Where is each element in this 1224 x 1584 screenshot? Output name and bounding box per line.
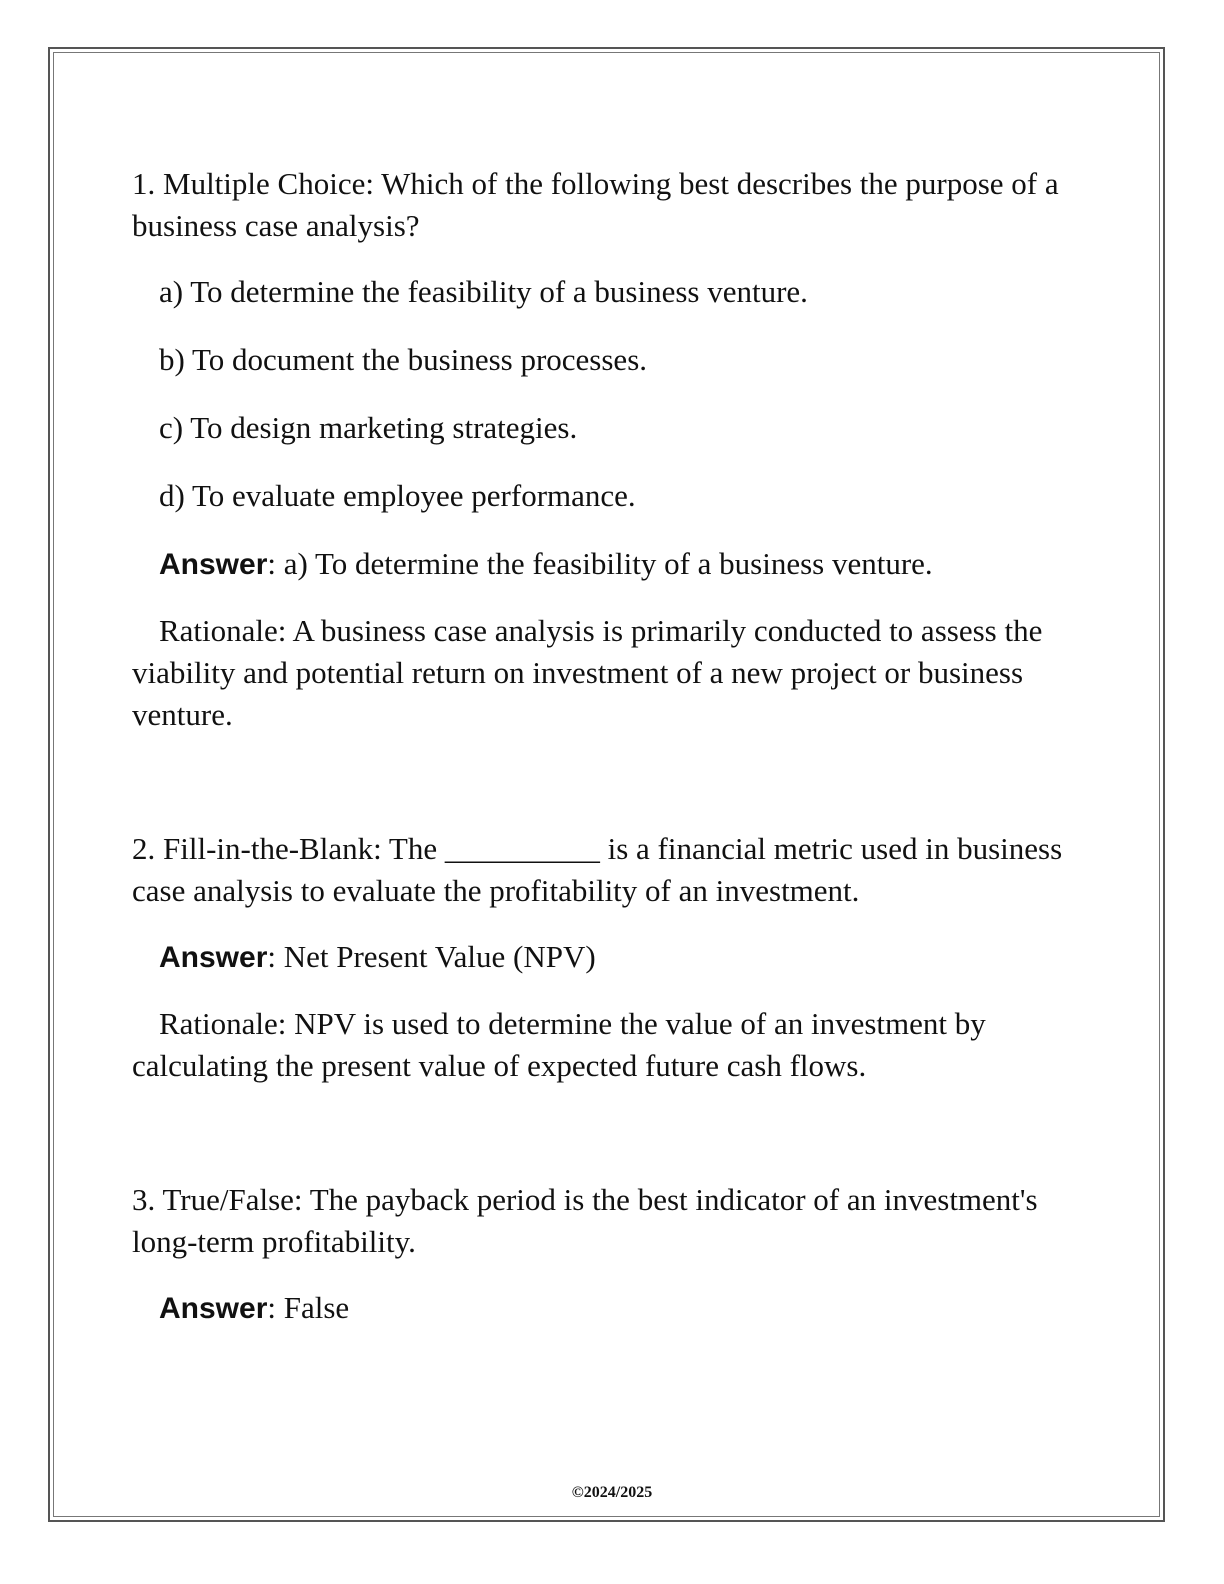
question-2 <box>132 828 1092 1087</box>
question-1-option-d: d) To evaluate employee performance. <box>159 478 636 513</box>
question-1-answer <box>132 543 1092 586</box>
answer-label: Answer <box>159 1292 268 1325</box>
question-3-answer <box>132 1287 1092 1330</box>
question-1 <box>132 163 1092 736</box>
question-1-text: 1. Multiple Choice: Which of the following best describes the purpose of a business case analysis? <box>132 166 1059 243</box>
question-2-text: 2. Fill-in-the-Blank: The __________ is a financial metric used in business case analysis to evaluate the profitability of an investment. <box>132 831 1063 908</box>
answer-text: : Net Present Value (NPV) <box>267 939 596 974</box>
answer-label: Answer <box>159 548 268 581</box>
question-1-option-c: c) To design marketing strategies. <box>159 410 578 445</box>
question-1-option-a: a) To determine the feasibility of a business venture. <box>159 274 808 309</box>
question-2-answer <box>132 936 1092 979</box>
question-3-text: 3. True/False: The payback period is the best indicator of an investment's long-term profitability. <box>132 1182 1038 1259</box>
question-3 <box>132 1179 1092 1330</box>
document-body <box>132 163 1092 1354</box>
answer-text: : False <box>267 1290 350 1325</box>
copyright-footer: ©2024/2025 <box>571 1484 653 1501</box>
question-2-rationale: Rationale: NPV is used to determine the value of an investment by calculating the present value of expected future cash flows. <box>132 1006 986 1083</box>
question-1-rationale: Rationale: A business case analysis is primarily conducted to assess the viability and potential return on investment of a new project or business venture. <box>132 613 1043 732</box>
spacer <box>132 736 1092 828</box>
question-1-option-b: b) To document the business processes. <box>159 342 648 377</box>
answer-text: : a) To determine the feasibility of a business venture. <box>267 546 933 581</box>
answer-label: Answer <box>159 941 268 974</box>
spacer <box>132 1087 1092 1179</box>
